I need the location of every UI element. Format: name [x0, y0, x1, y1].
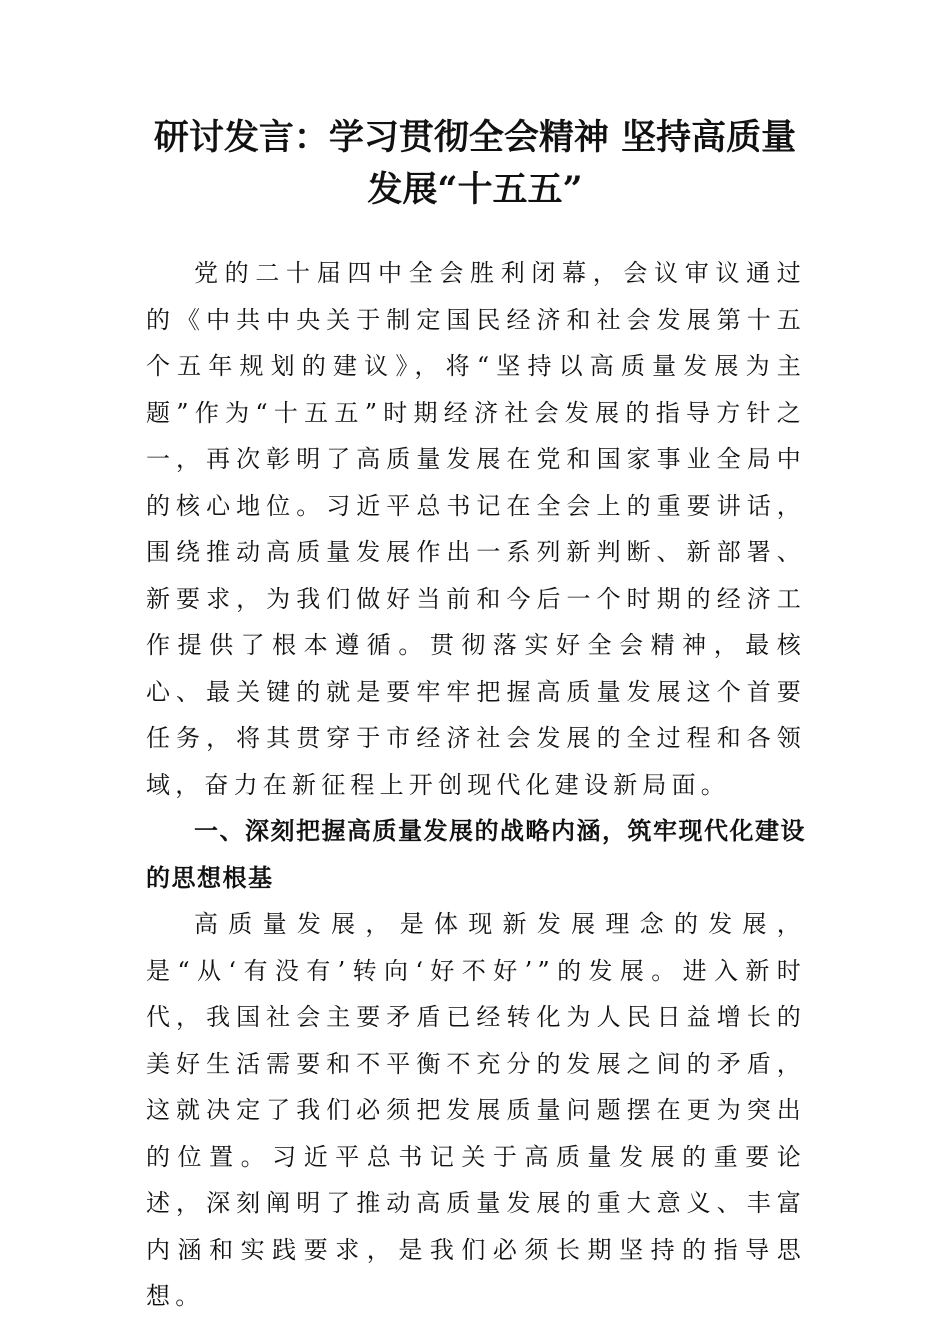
- document-body: [146, 250, 806, 1320]
- section-1-paragraph: 高质量发展，是体现新发展理念的发展，是“从‘有没有’转向‘好不好’”的发展。进入新时代，我国社会主要矛盾已经转化为人民日益增长的美好生活需要和不平衡不充分的发展之间的矛盾，这就决定了我们必须把发展质量问题摆在更为突出的位置。习近平总书记关于高质量发展的重要论述，深刻阐明了推动高质量发展的重大意义、丰富内涵和实践要求，是我们必须长期坚持的指导思想。: [146, 910, 806, 1310]
- title-line-2: 发展“十五五”: [367, 169, 583, 210]
- title-line-1: 研讨发言：学习贯彻全会精神 坚持高质量: [153, 117, 797, 158]
- document-title: [140, 112, 810, 216]
- intro-paragraph: 党的二十届四中全会胜利闭幕，会议审议通过的《中共中央关于制定国民经济和社会发展第十五个五年规划的建议》，将“坚持以高质量发展为主题”作为“十五五”时期经济社会发展的指导方针之一，再次彰明了高质量发展在党和国家事业全局中的核心地位。习近平总书记在全会上的重要讲话，围绕推动高质量发展作出一系列新判断、新部署、新要求，为我们做好当前和今后一个时期的经济工作提供了根本遵循。贯彻落实好全会精神，最核心、最关键的就是要牢牢把握高质量发展这个首要任务，将其贯穿于市经济社会发展的全过程和各领域，奋力在新征程上开创现代化建设新局面。: [146, 259, 806, 799]
- section-heading-1: 一、深刻把握高质量发展的战略内涵，筑牢现代化建设的思想根基: [146, 817, 806, 892]
